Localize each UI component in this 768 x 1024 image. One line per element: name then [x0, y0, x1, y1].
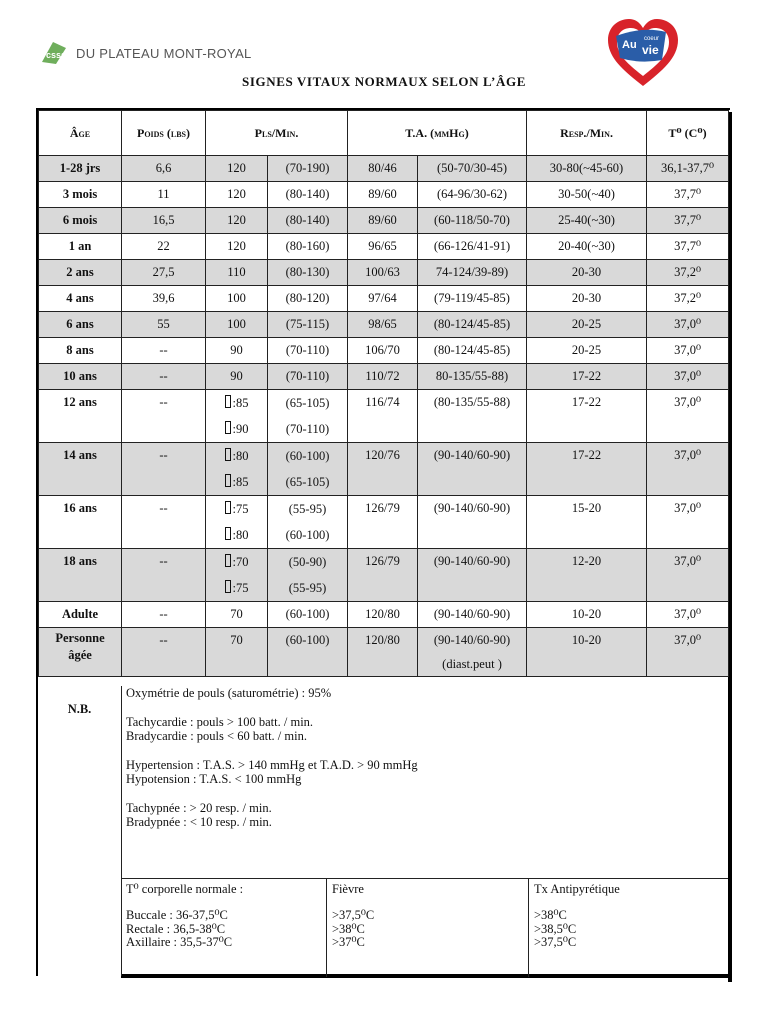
- logo-org-text: DU PLATEAU MONT-ROYAL: [76, 45, 252, 61]
- col-temp: T⁰ (C⁰): [647, 111, 729, 156]
- ta-range-cell: (60-118/50-70): [418, 208, 527, 234]
- fever-rectal: >38⁰C: [332, 921, 365, 936]
- resp-cell: 12-20: [527, 549, 647, 602]
- temp-cell: 37,7⁰: [647, 182, 729, 208]
- resp-cell: 30-80(~45-60): [527, 156, 647, 182]
- pulse-range-cell: (80-140): [268, 182, 348, 208]
- pulse-cell: 120: [206, 208, 268, 234]
- age-cell: 16 ans: [39, 496, 122, 549]
- age-cell: 3 mois: [39, 182, 122, 208]
- header-row: [39, 111, 729, 156]
- ta-cell: 116/74: [348, 390, 418, 443]
- table-row: [39, 628, 729, 677]
- pulse-cell: 90: [206, 338, 268, 364]
- ta-range-cell: (90-140/60-90): [418, 549, 527, 602]
- resp-cell: 25-40(~30): [527, 208, 647, 234]
- pulse-cell: 100: [206, 312, 268, 338]
- weight-cell: 11: [122, 182, 206, 208]
- bradypnea-note: Bradypnée : < 10 resp. / min.: [126, 815, 272, 829]
- table-row: [39, 549, 729, 602]
- normal-temp-heading: T⁰ corporelle normale :: [126, 882, 244, 896]
- age-cell: Adulte: [39, 602, 122, 628]
- age-cell: 1 an: [39, 234, 122, 260]
- ta-cell: 126/79: [348, 549, 418, 602]
- resp-cell: 17-22: [527, 364, 647, 390]
- resp-cell: 20-30: [527, 286, 647, 312]
- notes-text: [126, 686, 726, 830]
- svg-text:coeur: coeur: [644, 36, 660, 42]
- pulse-range-cell: (55-95) (60-100): [268, 496, 348, 549]
- temp-cell: 37,0⁰: [647, 443, 729, 496]
- weight-cell: 22: [122, 234, 206, 260]
- resp-cell: 15-20: [527, 496, 647, 549]
- table-row: [39, 338, 729, 364]
- temp-cell: 37,0⁰: [647, 628, 729, 677]
- pulse-range-cell: (70-190): [268, 156, 348, 182]
- ta-cell: 98/65: [348, 312, 418, 338]
- table-row: [39, 312, 729, 338]
- pulse-range-cell: (60-100): [268, 628, 348, 677]
- fever-heading: Fièvre: [332, 882, 364, 896]
- svg-text:vie: vie: [642, 43, 659, 57]
- age-cell: 4 ans: [39, 286, 122, 312]
- pulse-range-cell: (80-140): [268, 208, 348, 234]
- table-row: [39, 234, 729, 260]
- ta-cell: 80/46: [348, 156, 418, 182]
- ta-range-cell: (80-135/55-88): [418, 390, 527, 443]
- pulse-cell: 120: [206, 182, 268, 208]
- antipyretic-oral: >38⁰C: [534, 908, 567, 922]
- table-row: [39, 260, 729, 286]
- weight-cell: --: [122, 602, 206, 628]
- resp-cell: 10-20: [527, 602, 647, 628]
- weight-cell: 27,5: [122, 260, 206, 286]
- table-row: [39, 496, 729, 549]
- ta-cell: 120/80: [348, 628, 418, 677]
- ta-range-cell: (90-140/60-90) (diast.peut ): [418, 628, 527, 677]
- age-cell: 10 ans: [39, 364, 122, 390]
- temp-cell: 37,0⁰: [647, 496, 729, 549]
- table-row: [39, 182, 729, 208]
- pulse-cell: 70: [206, 628, 268, 677]
- pulse-range-cell: (75-115): [268, 312, 348, 338]
- col-pulse: Pls/Min.: [206, 111, 348, 156]
- fever-column: [327, 879, 529, 977]
- weight-cell: 55: [122, 312, 206, 338]
- temp-rectal: Rectale : 36,5-38⁰C: [126, 921, 226, 936]
- ta-cell: 100/63: [348, 260, 418, 286]
- temp-cell: 37,0⁰: [647, 390, 729, 443]
- antipyretic-axillary: >37,5⁰C: [534, 935, 577, 949]
- temp-cell: 37,0⁰: [647, 312, 729, 338]
- pulse-range-cell: (80-160): [268, 234, 348, 260]
- tachypnea-note: Tachypnée : > 20 resp. / min.: [126, 800, 272, 815]
- vital-signs-table: [38, 110, 729, 677]
- age-cell: Personne âgée: [39, 628, 122, 677]
- ta-cell: 96/65: [348, 234, 418, 260]
- weight-cell: 39,6: [122, 286, 206, 312]
- weight-cell: --: [122, 496, 206, 549]
- resp-cell: 20-30: [527, 260, 647, 286]
- resp-cell: 20-40(~30): [527, 234, 647, 260]
- fever-oral: >37,5⁰C: [332, 908, 375, 922]
- page-title: SIGNES VITAUX NORMAUX SELON L’ÂGE: [242, 74, 526, 89]
- temp-cell: 37,7⁰: [647, 234, 729, 260]
- antipyretic-column: [529, 879, 724, 977]
- age-cell: 6 ans: [39, 312, 122, 338]
- nb-label: N.B.: [38, 686, 122, 976]
- age-cell: 18 ans: [39, 549, 122, 602]
- ta-range-cell: (90-140/60-90): [418, 496, 527, 549]
- pulse-range-cell: (80-120): [268, 286, 348, 312]
- resp-cell: 20-25: [527, 312, 647, 338]
- svg-text:Au: Au: [622, 39, 637, 51]
- table-row: [39, 443, 729, 496]
- temp-cell: 37,0⁰: [647, 602, 729, 628]
- resp-cell: 17-22: [527, 443, 647, 496]
- weight-cell: --: [122, 443, 206, 496]
- col-resp: Resp./Min.: [527, 111, 647, 156]
- weight-cell: --: [122, 338, 206, 364]
- table-row: [39, 156, 729, 182]
- temp-cell: 37,0⁰: [647, 364, 729, 390]
- age-cell: 1-28 jrs: [39, 156, 122, 182]
- table-row: [39, 208, 729, 234]
- weight-cell: 16,5: [122, 208, 206, 234]
- pulse-cell: :70 :75: [206, 549, 268, 602]
- ta-cell: 89/60: [348, 208, 418, 234]
- age-cell: 2 ans: [39, 260, 122, 286]
- pulse-range-cell: (50-90) (55-95): [268, 549, 348, 602]
- resp-cell: 20-25: [527, 338, 647, 364]
- pulse-range-cell: (70-110): [268, 364, 348, 390]
- age-cell: 12 ans: [39, 390, 122, 443]
- pulse-cell: 120: [206, 156, 268, 182]
- temp-cell: 37,2⁰: [647, 260, 729, 286]
- antipyretic-rectal: >38,5⁰C: [534, 921, 577, 936]
- temp-cell: 37,2⁰: [647, 286, 729, 312]
- ta-cell: 120/80: [348, 602, 418, 628]
- temperature-grid: [121, 878, 728, 977]
- temp-cell: 37,0⁰: [647, 549, 729, 602]
- pulse-cell: 120: [206, 234, 268, 260]
- ta-range-cell: (90-140/60-90): [418, 443, 527, 496]
- pulse-range-cell: (60-100): [268, 602, 348, 628]
- pulse-cell: :85 :90: [206, 390, 268, 443]
- notes-section: [38, 686, 728, 976]
- csss-logo: [38, 40, 252, 66]
- ta-range-cell: (50-70/30-45): [418, 156, 527, 182]
- table-row: [39, 602, 729, 628]
- fever-axillary: >37⁰C: [332, 935, 365, 949]
- col-ta: T.A. (mmHg): [348, 111, 527, 156]
- pulse-range-cell: (65-105) (70-110): [268, 390, 348, 443]
- pulse-range-cell: (80-130): [268, 260, 348, 286]
- temp-cell: 37,0⁰: [647, 338, 729, 364]
- normal-temp-column: [121, 879, 327, 977]
- antipyretic-heading: Tx Antipyrétique: [534, 882, 620, 896]
- tachycardia-note: Tachycardie : pouls > 100 batt. / min.: [126, 714, 314, 729]
- svg-text:csss: csss: [46, 50, 67, 60]
- ta-cell: 89/60: [348, 182, 418, 208]
- age-cell: 6 mois: [39, 208, 122, 234]
- bradycardia-note: Bradycardie : pouls < 60 batt. / min.: [126, 729, 307, 743]
- table-row: [39, 364, 729, 390]
- pulse-range-cell: (60-100) (65-105): [268, 443, 348, 496]
- ta-cell: 120/76: [348, 443, 418, 496]
- col-weight: Poids (lbs): [122, 111, 206, 156]
- pulse-cell: :75 :80: [206, 496, 268, 549]
- hypotension-note: Hypotension : T.A.S. < 100 mmHg: [126, 772, 302, 786]
- csss-logo-mark-icon: [38, 40, 68, 66]
- ta-range-cell: (66-126/41-91): [418, 234, 527, 260]
- ta-range-cell: (80-124/45-85): [418, 312, 527, 338]
- resp-cell: 30-50(~40): [527, 182, 647, 208]
- table-row: [39, 286, 729, 312]
- ta-range-cell: 74-124/39-89): [418, 260, 527, 286]
- weight-cell: --: [122, 390, 206, 443]
- ta-range-cell: 80-135/55-88): [418, 364, 527, 390]
- pulse-cell: 100: [206, 286, 268, 312]
- age-cell: 8 ans: [39, 338, 122, 364]
- ta-cell: 126/79: [348, 496, 418, 549]
- ta-cell: 97/64: [348, 286, 418, 312]
- weight-cell: --: [122, 549, 206, 602]
- weight-cell: --: [122, 628, 206, 677]
- ta-range-cell: (79-119/45-85): [418, 286, 527, 312]
- temp-cell: 37,7⁰: [647, 208, 729, 234]
- pulse-cell: 110: [206, 260, 268, 286]
- ta-cell: 106/70: [348, 338, 418, 364]
- temp-oral: Buccale : 36-37,5⁰C: [126, 908, 228, 922]
- ta-range-cell: (80-124/45-85): [418, 338, 527, 364]
- temp-cell: 36,1-37,7⁰: [647, 156, 729, 182]
- pulse-cell: 90: [206, 364, 268, 390]
- pulse-cell: :80 :85: [206, 443, 268, 496]
- hypertension-note: Hypertension : T.A.S. > 140 mmHg et T.A.D. > 90 mmHg: [126, 757, 418, 772]
- resp-cell: 17-22: [527, 390, 647, 443]
- oxymetry-note: Oxymétrie de pouls (saturométrie) : 95%: [126, 686, 332, 700]
- pulse-range-cell: (70-110): [268, 338, 348, 364]
- weight-cell: 6,6: [122, 156, 206, 182]
- col-age: Âge: [39, 111, 122, 156]
- ta-cell: 110/72: [348, 364, 418, 390]
- weight-cell: --: [122, 364, 206, 390]
- resp-cell: 10-20: [527, 628, 647, 677]
- temp-axillary: Axillaire : 35,5-37⁰C: [126, 935, 233, 949]
- table-row: [39, 390, 729, 443]
- ta-range-cell: (90-140/60-90): [418, 602, 527, 628]
- age-cell: 14 ans: [39, 443, 122, 496]
- ta-range-cell: (64-96/30-62): [418, 182, 527, 208]
- pulse-cell: 70: [206, 602, 268, 628]
